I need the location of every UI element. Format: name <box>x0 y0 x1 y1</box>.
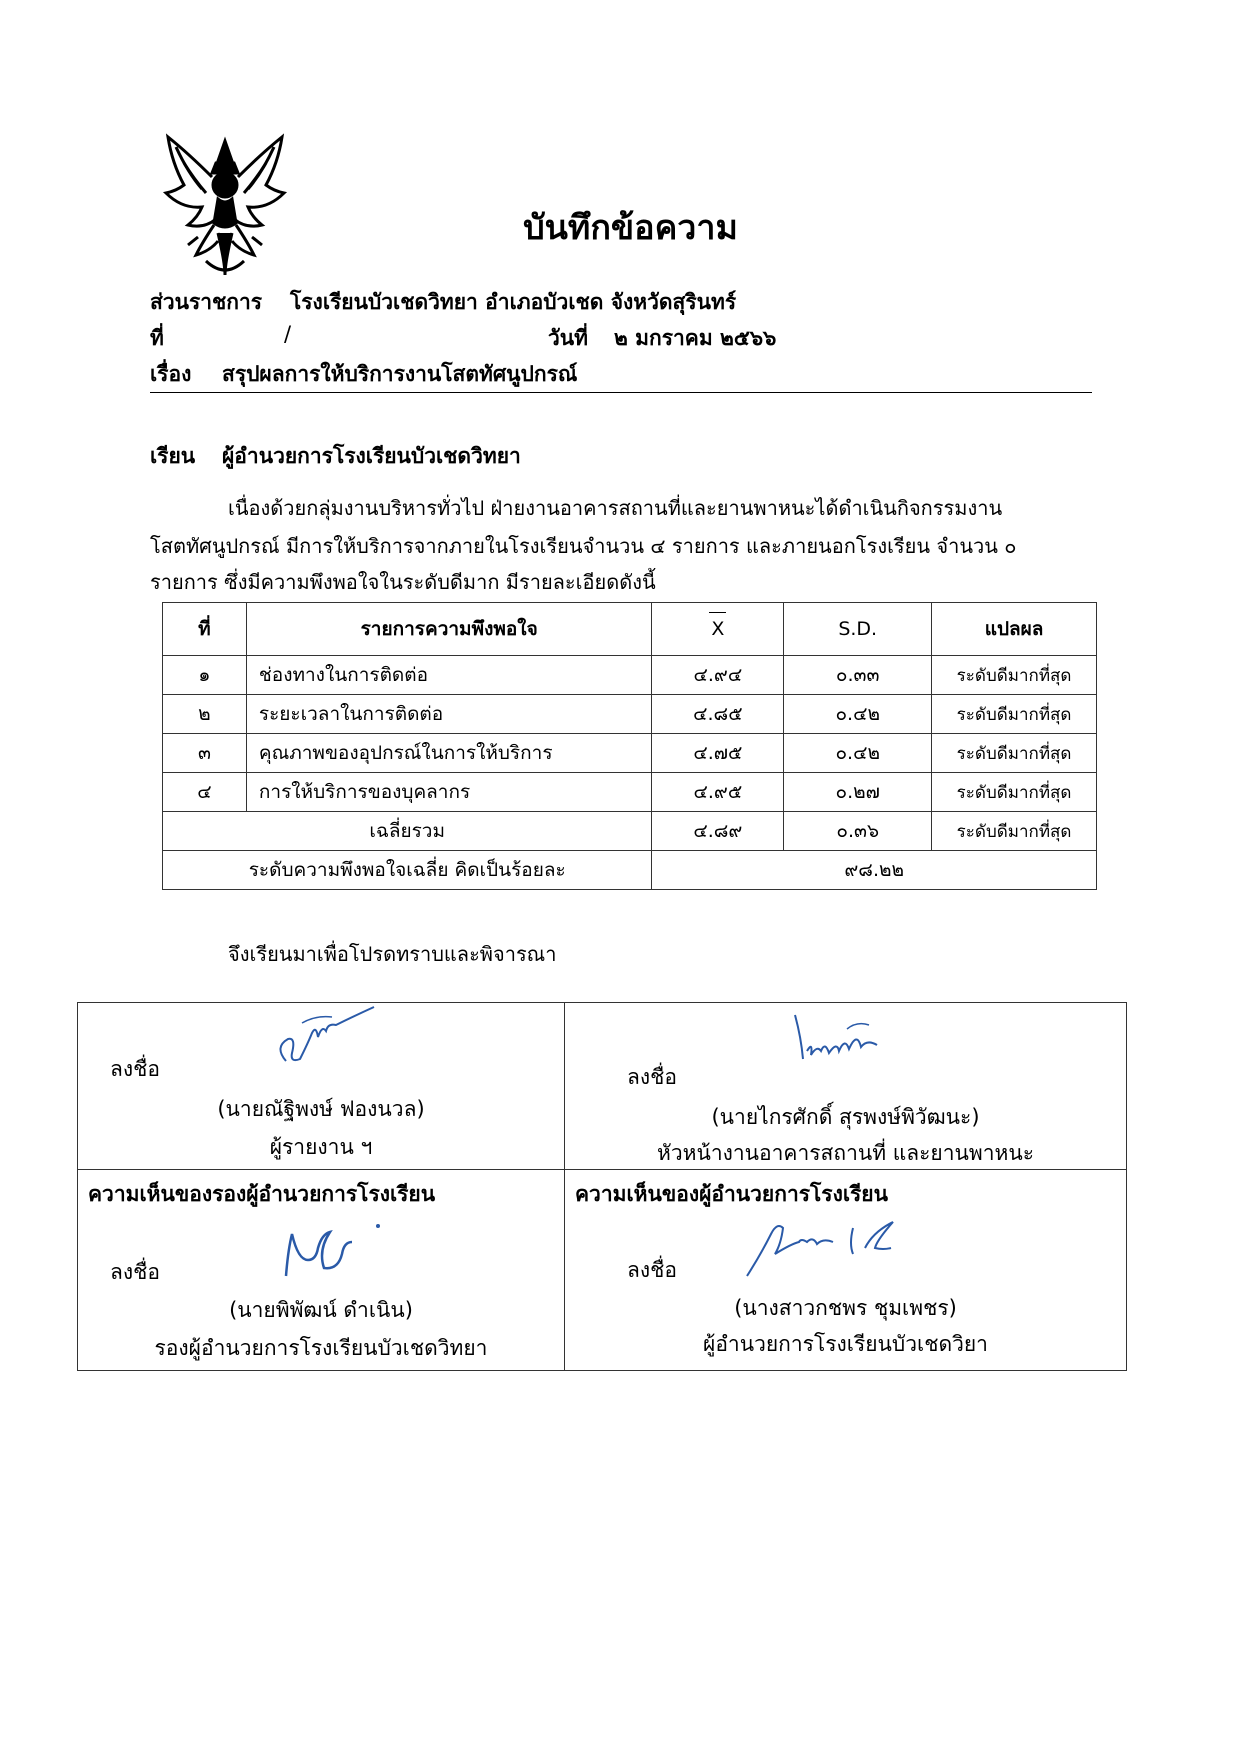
reporter-name: (นายณัฐิพงษ์ ฟองนวล) <box>217 1097 425 1121</box>
row-sd: ๐.๒๗ <box>784 773 932 812</box>
row-mean: ๔.๙๔ <box>652 656 784 695</box>
salutation-value: ผู้อำนวยการโรงเรียนบัวเชดวิทยา <box>222 444 521 468</box>
agency-label: ส่วนราชการ <box>150 290 263 314</box>
page-title: บันทึกข้อความ <box>523 208 738 248</box>
deputy-cell <box>78 1170 565 1371</box>
percent-label: ระดับความพึงพอใจเฉลี่ย คิดเป็นร้อยละ <box>163 851 652 890</box>
deputy-signature-icon <box>278 1220 388 1280</box>
building-head-cell <box>565 1003 1127 1170</box>
director-name: (นางสาวกชพร ชุมเพชร) <box>734 1296 957 1320</box>
salutation-label: เรียน <box>150 444 196 468</box>
ref-label: ที่ <box>150 326 164 350</box>
director-opinion-heading: ความเห็นของผู้อำนวยการโรงเรียน <box>575 1182 888 1206</box>
header-divider <box>150 392 1092 393</box>
col-header-mean <box>652 603 784 656</box>
table-row <box>163 695 1097 734</box>
body-line-3: รายการ ซึ่งมีความพึงพอใจในระดับดีมาก มีรายละเอียดดังนี้ <box>150 570 656 594</box>
average-row <box>163 812 1097 851</box>
deputy-opinion-heading: ความเห็นของรองผู้อำนวยการโรงเรียน <box>88 1182 436 1206</box>
row-mean: ๔.๗๕ <box>652 734 784 773</box>
row-interp: ระดับดีมากที่สุด <box>932 773 1097 812</box>
row-mean: ๔.๘๕ <box>652 695 784 734</box>
row-interp: ระดับดีมากที่สุด <box>932 734 1097 773</box>
table-row <box>163 773 1097 812</box>
agency-line <box>150 286 262 319</box>
average-mean: ๔.๘๙ <box>652 812 784 851</box>
date-value: ๒ มกราคม ๒๕๖๖ <box>614 326 777 350</box>
building-head-sign-label: ลงชื่อ <box>627 1065 677 1089</box>
reporter-signature-icon <box>256 1003 386 1073</box>
average-label: เฉลี่ยรวม <box>163 812 652 851</box>
building-head-signature-icon <box>787 1011 887 1071</box>
row-sd: ๐.๔๒ <box>784 734 932 773</box>
director-position: ผู้อำนวยการโรงเรียนบัวเชดวิยา <box>703 1332 988 1356</box>
row-no: ๓ <box>163 734 247 773</box>
row-sd: ๐.๓๓ <box>784 656 932 695</box>
director-signature-icon <box>741 1214 911 1284</box>
col-header-interp: แปลผล <box>932 603 1097 656</box>
deputy-position: รองผู้อำนวยการโรงเรียนบัวเชดวิทยา <box>154 1336 488 1360</box>
percent-row <box>163 851 1097 890</box>
row-item: การให้บริการของบุคลากร <box>246 773 652 812</box>
building-head-name: (นายไกรศักดิ์ สุรพงษ์พิวัฒนะ) <box>711 1105 980 1129</box>
reporter-position: ผู้รายงาน ฯ <box>269 1135 373 1159</box>
row-item: คุณภาพของอุปกรณ์ในการให้บริการ <box>246 734 652 773</box>
row-mean: ๔.๙๕ <box>652 773 784 812</box>
reporter-cell <box>78 1003 565 1170</box>
subject-value: สรุปผลการให้บริการงานโสตทัศนูปกรณ์ <box>222 362 578 386</box>
subject-label: เรื่อง <box>150 362 192 386</box>
average-interp: ระดับดีมากที่สุด <box>932 812 1097 851</box>
row-interp: ระดับดีมากที่สุด <box>932 695 1097 734</box>
signature-table <box>77 1002 1127 1371</box>
reporter-sign-label: ลงชื่อ <box>110 1057 160 1081</box>
percent-value: ๙๘.๒๒ <box>652 851 1097 890</box>
table-header-row <box>163 603 1097 656</box>
col-header-no: ที่ <box>163 603 247 656</box>
row-item: ช่องทางในการติดต่อ <box>246 656 652 695</box>
table-row <box>163 734 1097 773</box>
table-row <box>163 656 1097 695</box>
date-label: วันที่ <box>548 326 588 350</box>
row-no: ๔ <box>163 773 247 812</box>
director-sign-label: ลงชื่อ <box>627 1258 677 1282</box>
row-sd: ๐.๔๒ <box>784 695 932 734</box>
deputy-sign-label: ลงชื่อ <box>110 1260 160 1284</box>
closing-text: จึงเรียนมาเพื่อโปรดทราบและพิจารณา <box>228 942 557 966</box>
row-item: ระยะเวลาในการติดต่อ <box>246 695 652 734</box>
body-line-2: โสตทัศนูปกรณ์ มีการให้บริการจากภายในโรงเรียนจำนวน ๔ รายการ และภายนอกโรงเรียน จำนวน ๐ <box>150 534 1017 558</box>
row-no: ๑ <box>163 656 247 695</box>
row-interp: ระดับดีมากที่สุด <box>932 656 1097 695</box>
col-header-sd: S.D. <box>784 603 932 656</box>
average-sd: ๐.๓๖ <box>784 812 932 851</box>
satisfaction-table <box>162 602 1097 890</box>
body-line-1: เนื่องด้วยกลุ่มงานบริหารทั่วไป ฝ่ายงานอาคารสถานที่และยานพาหนะได้ดำเนินกิจกรรมงาน <box>228 496 1003 520</box>
x-bar-symbol: X <box>711 618 725 640</box>
deputy-name: (นายพิพัฒน์ ดำเนิน) <box>229 1298 413 1322</box>
ref-value: / <box>284 322 292 346</box>
agency-value: โรงเรียนบัวเชดวิทยา อำเภอบัวเชด จังหวัดสุรินทร์ <box>290 290 737 314</box>
col-header-item: รายการความพึงพอใจ <box>246 603 652 656</box>
director-cell <box>565 1170 1127 1371</box>
row-no: ๒ <box>163 695 247 734</box>
building-head-position: หัวหน้างานอาคารสถานที่ และยานพาหนะ <box>657 1141 1034 1165</box>
